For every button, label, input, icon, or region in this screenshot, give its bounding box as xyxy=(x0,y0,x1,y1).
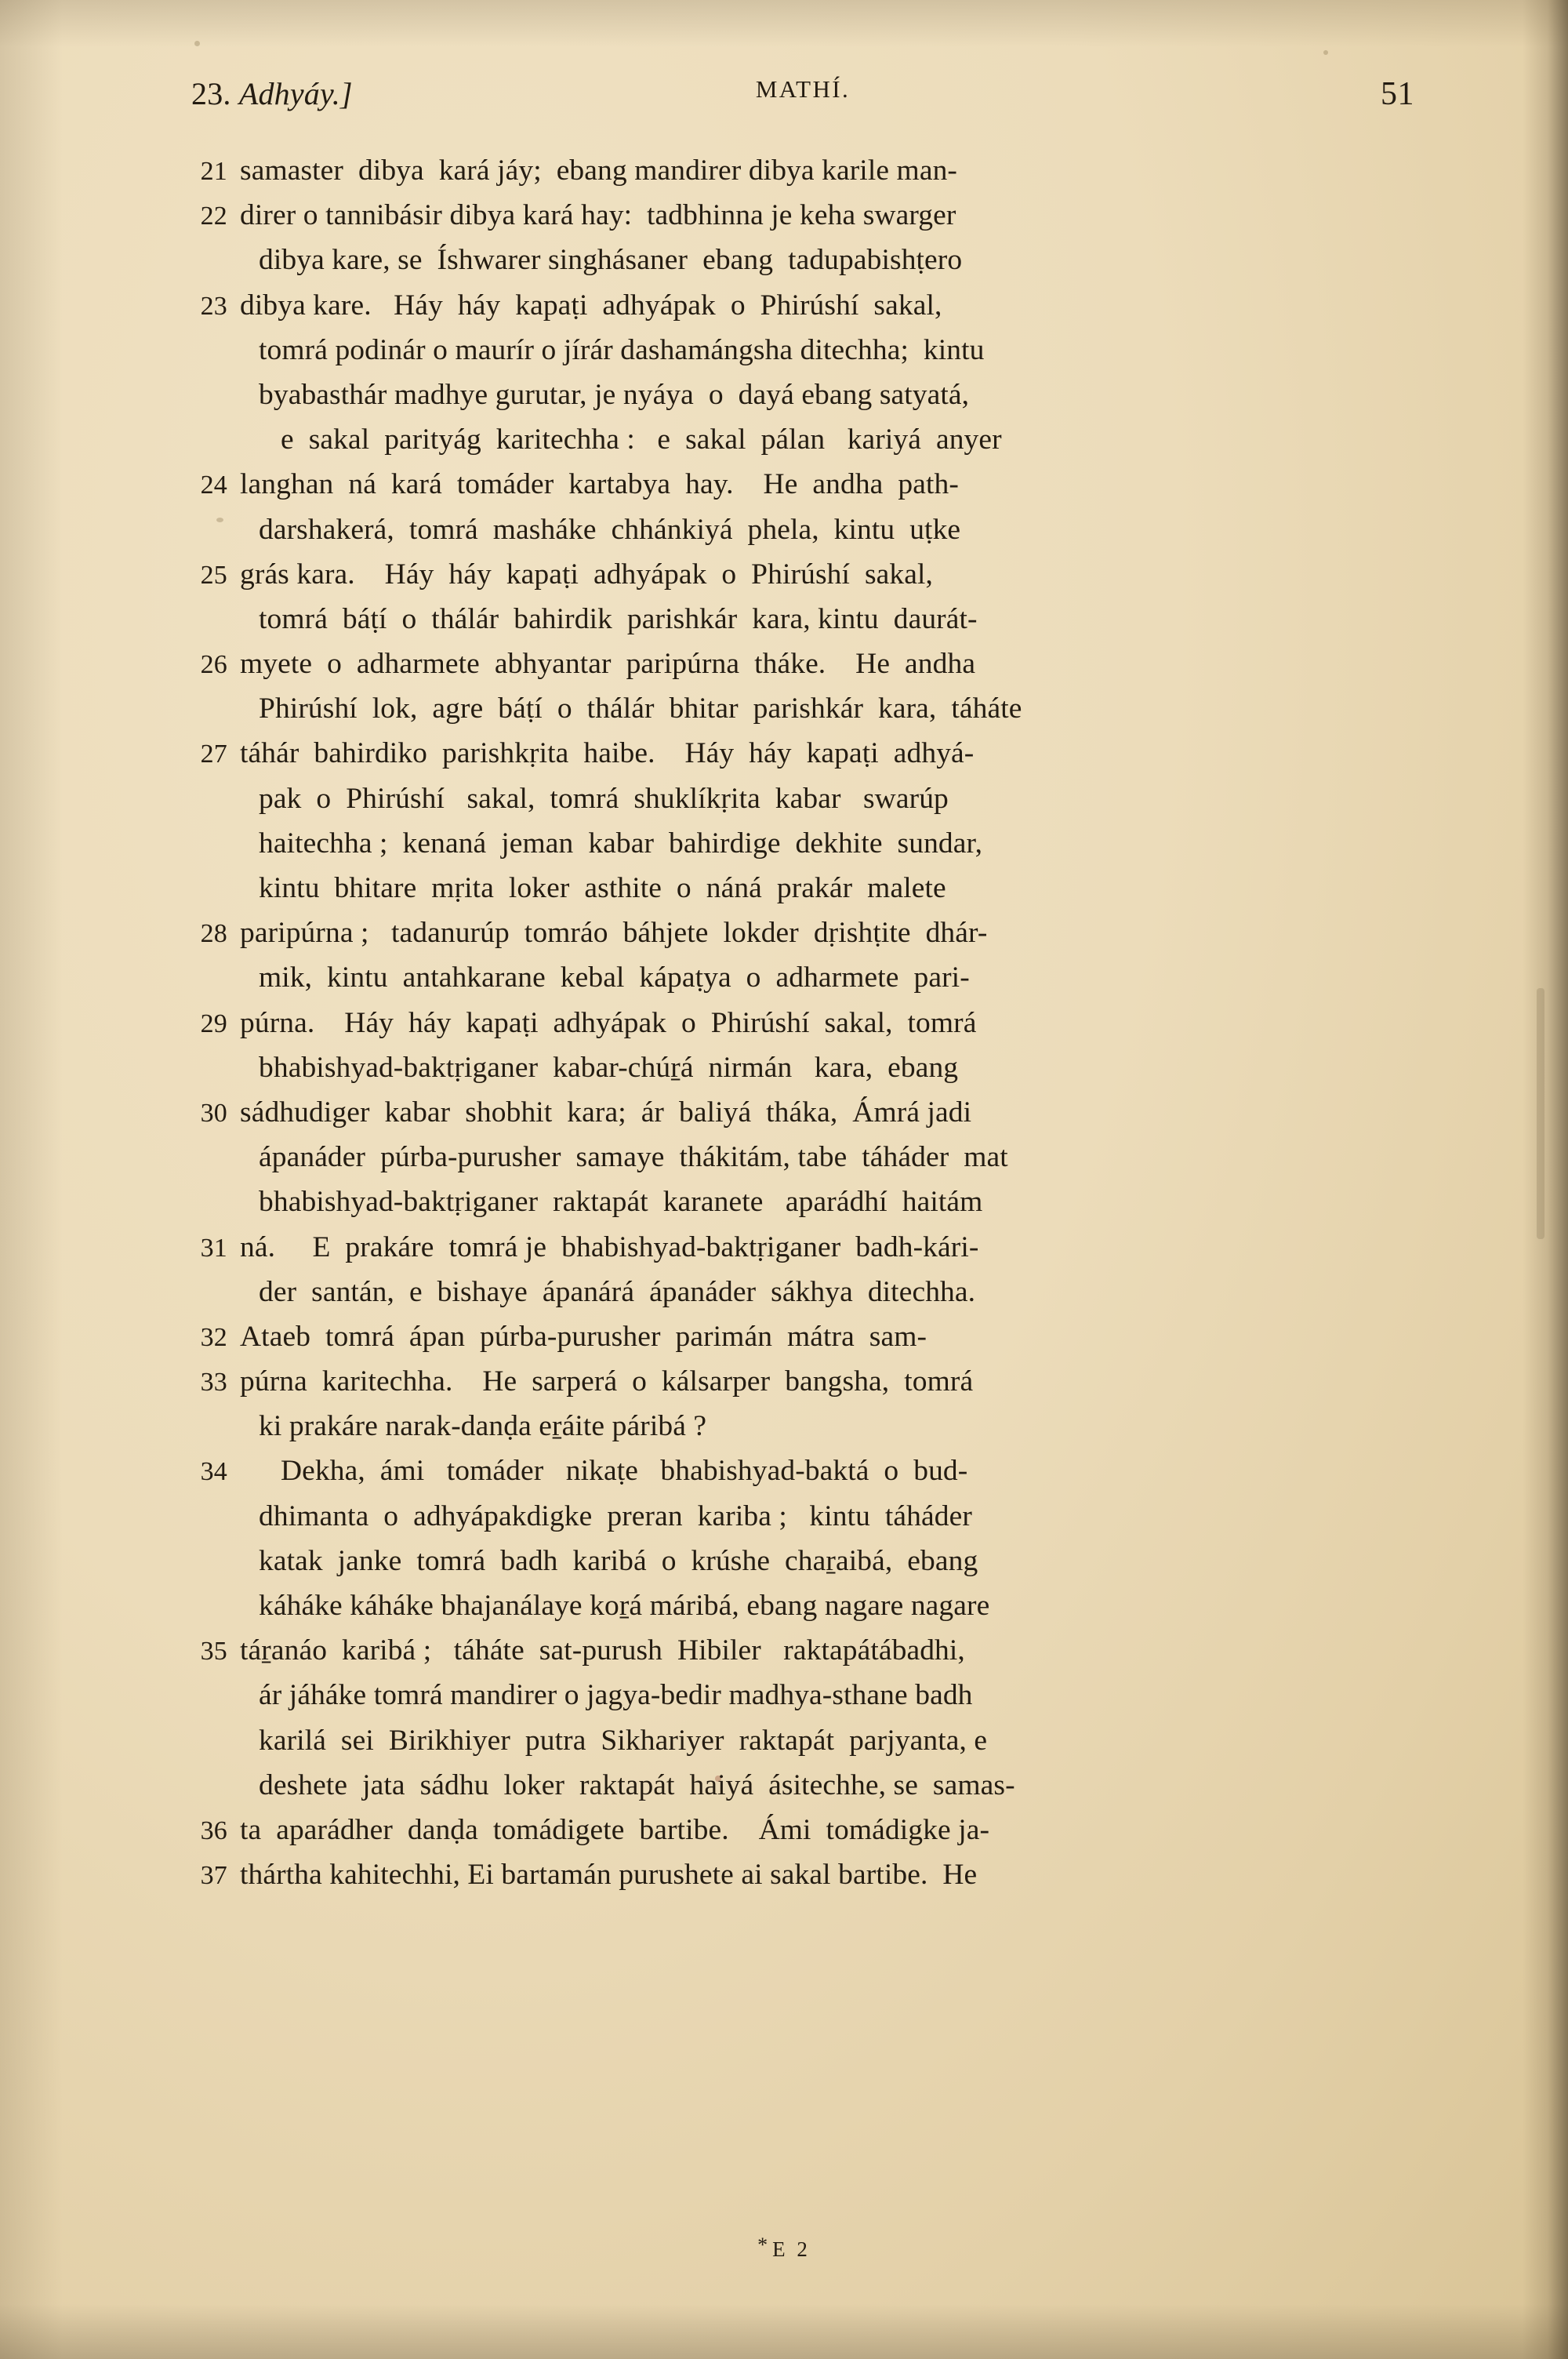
verse-line xyxy=(191,827,1414,871)
verse-number: 27 xyxy=(200,740,227,769)
verse-number: 29 xyxy=(200,1009,227,1038)
verse-line-text: ta aparádher danḍa tomádigete bartibe. Ámi tomádigke ja- xyxy=(240,1813,990,1846)
verse-line-text: dibya kare, se Íshwarer singhásaner ebang tadupabishṭero xyxy=(259,244,963,277)
verse-line-text: ápanáder púrba-purusher samaye thákitám, tabe táháder mat xyxy=(259,1141,1008,1174)
verse-line xyxy=(191,1320,1414,1365)
verse-line-text: tomrá podinár o maurír o jírár dashamángsha ditechha; kintu xyxy=(259,333,985,366)
verse-line-text: myete o adharmete abhyantar paripúrna tháke. He andha xyxy=(240,648,976,681)
verse-line xyxy=(191,602,1414,647)
verse-line xyxy=(191,378,1414,423)
verse-line-text: deshete jata sádhu loker raktapát haiyá ásitechhe, se samas- xyxy=(259,1768,1015,1801)
verse-number: 31 xyxy=(200,1233,227,1263)
verse-line-text: ár jáháke tomrá mandirer o jagya-bedir madhya-sthane badh xyxy=(259,1679,973,1712)
verse-line-text: Ataeb tomrá ápan púrba-purusher parimán mátra sam- xyxy=(240,1320,927,1353)
verse-line-text: táhár bahirdiko parishkṛita haibe. Háy háy kapaṭi adhyá- xyxy=(240,737,975,770)
verse-line xyxy=(191,647,1414,692)
verse-line xyxy=(191,1275,1414,1320)
verse-line-text: dibya kare. Háy háy kapaṭi adhyápak o Phirúshí sakal, xyxy=(240,289,942,322)
verse-number: 32 xyxy=(200,1322,227,1352)
paper-speck xyxy=(194,41,200,46)
page-edge-shadow-bottom xyxy=(0,2304,1568,2359)
verse-line-text: langhan ná kará tomáder kartabya hay. He andha path- xyxy=(240,468,959,501)
verse-line-text: thártha kahitechhi, Ei bartamán purushete ai sakal bartibe. He xyxy=(240,1859,978,1892)
verse-line xyxy=(191,1230,1414,1275)
verse-line xyxy=(191,1589,1414,1634)
verse-line-text: byabasthár madhye gurutar, je nyáya o dayá ebang satyatá, xyxy=(259,378,970,411)
verse-line-text: e sakal parityág karitechha : e sakal pálan kariyá anyer xyxy=(281,423,1002,456)
verse-number: 24 xyxy=(200,471,227,500)
verse-line-text: púrna. Háy háy kapaṭi adhyápak o Phirúshí sakal, tomrá xyxy=(240,1006,977,1039)
page-edge-shadow-right xyxy=(1523,0,1568,2359)
verse-line xyxy=(191,513,1414,558)
verse-line-text: direr o tannibásir dibya kará hay: tadbhinna je keha swarger xyxy=(240,199,956,232)
verse-text-block xyxy=(191,154,1414,1903)
verse-line-text: katak janke tomrá badh karibá o krúshe chaṟaibá, ebang xyxy=(259,1544,978,1577)
verse-number: 35 xyxy=(200,1637,227,1667)
verse-line xyxy=(191,1678,1414,1723)
verse-line-text: ki prakáre narak-danḍa eṟáite páribá ? xyxy=(259,1410,707,1443)
verse-line-text: der santán, e bishaye ápanárá ápanáder sákhya ditechha. xyxy=(259,1275,976,1308)
signature-mark: E 2 xyxy=(772,2237,811,2261)
verse-line-text: grás kara. Háy háy kapaṭi adhyápak o Phirúshí sakal, xyxy=(240,558,933,591)
verse-line-text: sádhudiger kabar shobhit kara; ár baliyá tháka, Ámrá jadi xyxy=(240,1096,972,1129)
verse-line xyxy=(191,916,1414,961)
verse-line xyxy=(191,1140,1414,1185)
chapter-word: Adhyáy.] xyxy=(238,76,353,111)
verse-line-text: samaster dibya kará jáy; ebang mandirer dibya karile man- xyxy=(240,154,958,187)
chapter-number: 23. xyxy=(191,76,231,111)
verse-number: 30 xyxy=(200,1098,227,1128)
verse-line-text: tomrá báṭí o thálár bahirdik parishkár kara, kintu daurát- xyxy=(259,602,978,635)
verse-line-text: kintu bhitare mṛita loker asthite o náná prakár malete xyxy=(259,872,946,904)
paper-speck xyxy=(1323,50,1328,55)
verse-line-text: bhabishyad-baktṛiganer raktapát karanete aparádhí haitám xyxy=(259,1186,983,1219)
asterisk-icon: * xyxy=(757,2234,770,2256)
verse-line xyxy=(191,154,1414,198)
verse-line xyxy=(191,1634,1414,1678)
verse-line xyxy=(191,736,1414,781)
verse-line xyxy=(191,1185,1414,1230)
verse-line-text: púrna karitechha. He sarperá o kálsarper bangsha, tomrá xyxy=(240,1365,974,1398)
verse-line-text: karilá sei Birikhiyer putra Sikhariyer raktapát parjyanta, e xyxy=(259,1724,988,1757)
verse-line xyxy=(191,1724,1414,1768)
verse-number: 37 xyxy=(200,1861,227,1891)
verse-line xyxy=(191,1454,1414,1499)
page-edge-shadow-top xyxy=(0,0,1568,47)
verse-number: 21 xyxy=(200,157,227,186)
running-head xyxy=(191,75,1414,119)
verse-number: 34 xyxy=(200,1457,227,1487)
verse-line xyxy=(191,1499,1414,1544)
verse-line xyxy=(191,289,1414,333)
verse-line xyxy=(191,243,1414,288)
verse-line-text: dhimanta o adhyápakdigke preran kariba ; kintu táháder xyxy=(259,1499,972,1532)
verse-line xyxy=(191,1006,1414,1051)
verse-line xyxy=(191,467,1414,512)
verse-line xyxy=(191,1768,1414,1813)
verse-line xyxy=(191,423,1414,467)
verse-line xyxy=(191,333,1414,378)
verse-number: 26 xyxy=(200,650,227,680)
paper-speck xyxy=(1537,988,1544,1239)
verse-line xyxy=(191,871,1414,916)
verse-line xyxy=(191,1858,1414,1903)
verse-line xyxy=(191,1409,1414,1454)
verse-line-text: Dekha, ámi tomáder nikaṭe bhabishyad-baktá o bud- xyxy=(281,1455,968,1488)
verse-line xyxy=(191,1365,1414,1409)
verse-number: 23 xyxy=(200,291,227,321)
verse-number: 36 xyxy=(200,1816,227,1845)
verse-line-text: haitechha ; kenaná jeman kabar bahirdige dekhite sundar, xyxy=(259,827,983,860)
page-edge-shadow-left xyxy=(0,0,63,2359)
verse-number: 33 xyxy=(200,1368,227,1398)
verse-line xyxy=(191,1544,1414,1589)
verse-line-text: pak o Phirúshí sakal, tomrá shuklíkṛita kabar swarúp xyxy=(259,782,949,815)
running-head-book-title: MATHÍ. xyxy=(755,75,851,103)
verse-line-text: bhabishyad-baktṛiganer kabar-chúṟá nirmán kara, ebang xyxy=(259,1051,959,1084)
verse-number: 28 xyxy=(200,919,227,949)
verse-line xyxy=(191,1051,1414,1096)
verse-line xyxy=(191,198,1414,243)
verse-line-text: táṟanáo karibá ; táháte sat-purush Hibiler raktapátábadhi, xyxy=(240,1634,965,1667)
verse-line xyxy=(191,692,1414,736)
verse-line xyxy=(191,558,1414,602)
verse-number: 25 xyxy=(200,560,227,590)
verse-line xyxy=(191,782,1414,827)
verse-line xyxy=(191,1813,1414,1858)
verse-line-text: darshakerá, tomrá masháke chhánkiyá phela, kintu uṭke xyxy=(259,513,961,546)
verse-line-text: paripúrna ; tadanurúp tomráo báhjete lokder dṛishṭite dhár- xyxy=(240,917,988,950)
verse-line-text: Phirúshí lok, agre báṭí o thálár bhitar parishkár kara, táháte xyxy=(259,692,1022,725)
running-head-chapter xyxy=(191,75,353,112)
verse-number: 22 xyxy=(200,202,227,231)
page-number: 51 xyxy=(1381,76,1414,112)
verse-line-text: mik, kintu antahkarane kebal kápaṭya o adharmete pari- xyxy=(259,961,970,994)
verse-line-text: káháke káháke bhajanálaye koṟá máribá, ebang nagare nagare xyxy=(259,1590,990,1622)
verse-line-text: ná. E prakáre tomrá je bhabishyad-baktṛiganer badh-kári- xyxy=(240,1230,979,1263)
verse-line xyxy=(191,961,1414,1005)
verse-line xyxy=(191,1096,1414,1140)
page-signature xyxy=(0,2234,1568,2263)
